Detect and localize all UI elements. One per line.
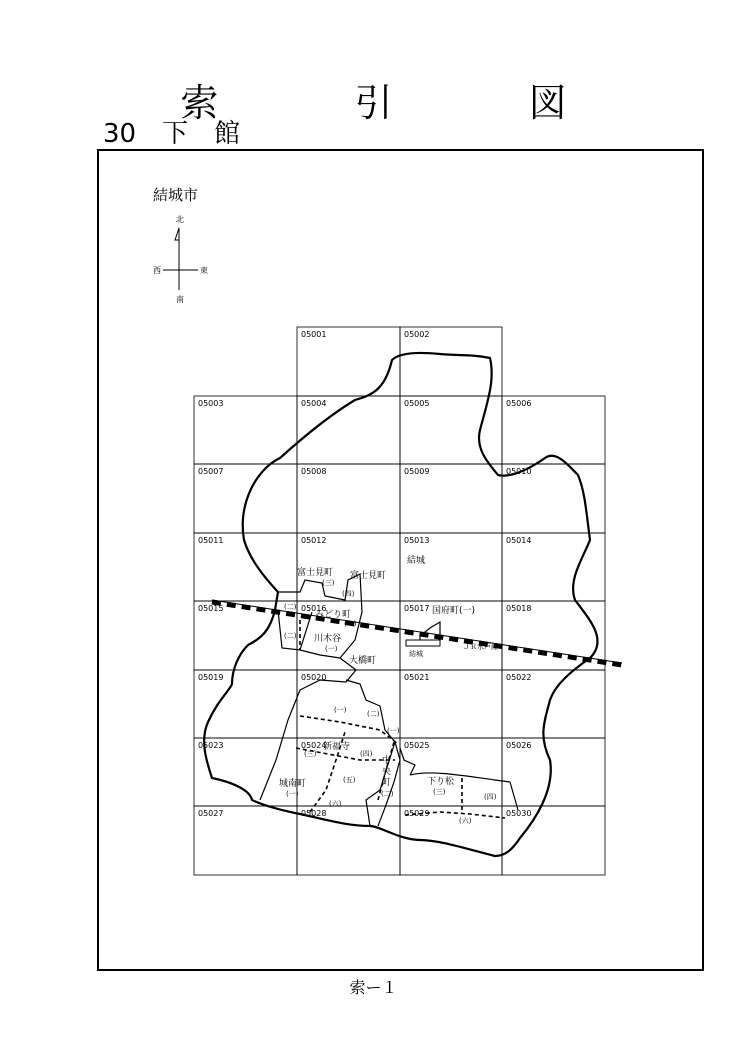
label-n-ni: (二) [367, 710, 380, 718]
page-number: 索ー１ [349, 978, 398, 997]
label-n-ichi-b: (一) [387, 727, 400, 735]
grid-cell-id: 05029 [404, 809, 430, 818]
grid-cell-id: 05030 [506, 809, 532, 818]
region-heading: 30 下 館 [103, 119, 241, 149]
grid-cell-id: 05019 [198, 673, 224, 682]
label-shin-go: (五) [343, 776, 356, 784]
grid-cell-id: 05007 [198, 467, 224, 476]
label-fujimi-3: 富士見町 [297, 568, 334, 578]
grid-cell-id: 05024 [301, 741, 327, 750]
grid-cell-id: 05001 [301, 330, 327, 339]
grid-cell-id: 05006 [506, 399, 532, 408]
grid-cell-id: 05008 [301, 467, 327, 476]
page-title: 索 引 図 [180, 81, 629, 125]
label-shimo-roku: (六) [459, 817, 472, 825]
label-chuo-b: 央 [382, 767, 392, 777]
label-ohashi: 大橋町 [349, 656, 377, 666]
label-shin-yon: (四) [360, 750, 373, 758]
compass [153, 214, 208, 304]
grid-cell-id: 05023 [198, 741, 224, 750]
label-shin-roku: (六) [329, 800, 342, 808]
label-shimo-san: (三) [433, 788, 446, 796]
label-fujimi-3-no: (三) [322, 579, 335, 587]
label-yuki: 結城 [407, 556, 426, 566]
label-chuo-no: (二) [381, 790, 394, 798]
grid-cell-id: 05022 [506, 673, 532, 682]
grid-cell-id: 05004 [301, 399, 327, 408]
grid-cell-id: 05012 [301, 536, 327, 545]
station-block [406, 640, 440, 646]
grid-cell-id: 05016 [301, 604, 327, 613]
label-shimomatsu: 下り松 [427, 777, 455, 787]
compass-east: 東 [200, 266, 208, 275]
label-station: 結城 [409, 650, 423, 658]
label-shinfukuji: 新福寺 [323, 742, 351, 752]
grid-cell-id: 05026 [506, 741, 532, 750]
label-shin-san: (三) [304, 750, 317, 758]
label-ni-left-b: (二) [284, 632, 297, 640]
grid-cell-id: 05015 [198, 604, 224, 613]
grid-cell-id: 05013 [404, 536, 430, 545]
label-jr-line: ＪＲ水戸線 [463, 643, 498, 651]
label-shimo-yon: (四) [484, 793, 497, 801]
grid-cell-id: 05025 [404, 741, 430, 750]
label-fujimi-4: 富士見町 [350, 571, 387, 581]
label-jonan-no: (一) [286, 790, 299, 798]
grid [194, 327, 605, 875]
label-chuo-a: 中 [382, 756, 392, 766]
city-name: 結城市 [153, 186, 199, 204]
grid-cell-id: 05009 [404, 467, 430, 476]
label-jonan: 城南町 [279, 779, 307, 789]
label-kokufu: 国府町(一) [432, 606, 476, 616]
grid-cell-id: 05010 [506, 467, 532, 476]
grid-cell-id: 05018 [506, 604, 532, 613]
label-midori-no: (一) [344, 620, 357, 628]
label-midori: みどり町 [315, 610, 352, 620]
compass-north: 北 [176, 215, 184, 224]
compass-south: 南 [176, 295, 184, 304]
grid-cell-id: 05028 [301, 809, 327, 818]
compass-west: 西 [153, 266, 161, 275]
label-chuo-c: 町 [382, 778, 392, 788]
grid-cell-id: 05003 [198, 399, 224, 408]
grid-cell-id: 05020 [301, 673, 327, 682]
grid-cell-id: 05005 [404, 399, 430, 408]
grid-cell-id: 05014 [506, 536, 532, 545]
label-kawagishi-no: (一) [325, 645, 338, 653]
label-fujimi-4-no: (四) [342, 590, 355, 598]
grid-cell-id: 05021 [404, 673, 430, 682]
label-kawagishi: 川木谷 [314, 634, 342, 644]
label-ni-left-a: (二) [284, 603, 297, 611]
label-n-ichi: (一) [334, 706, 347, 714]
grid-cell-id: 05017 [404, 604, 430, 613]
grid-cell-id: 05002 [404, 330, 430, 339]
city-boundary [204, 353, 597, 856]
grid-cell-id: 05027 [198, 809, 224, 818]
grid-cell-id: 05011 [198, 536, 224, 545]
